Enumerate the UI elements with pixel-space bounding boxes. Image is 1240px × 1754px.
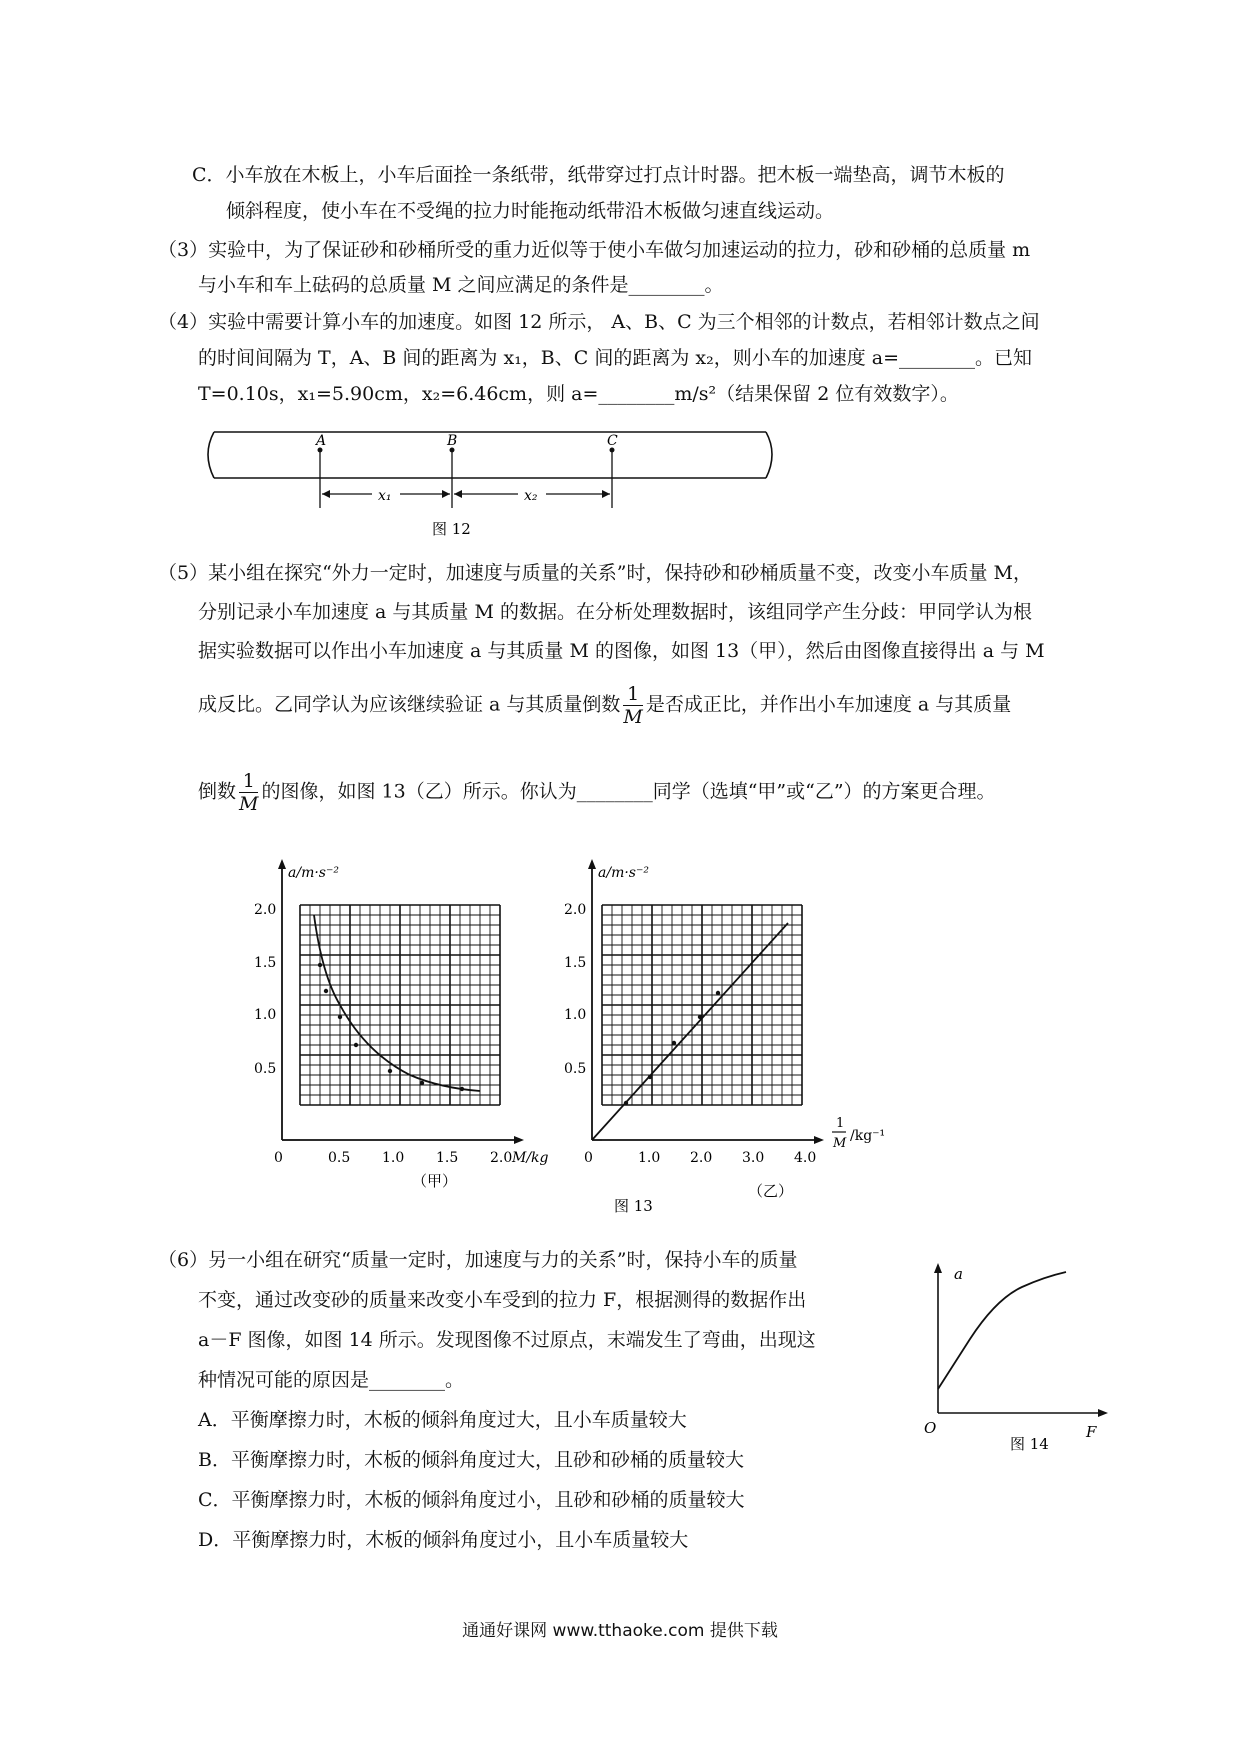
- question-5-line5-post: 的图像，如图 13（乙）所示。你认为________同学（选填“甲”或“乙”）的方案更合理。: [261, 780, 996, 803]
- right-data-point: [716, 991, 720, 995]
- left-xtick: 0.5: [328, 1150, 351, 1166]
- figure-14-xlabel: F: [1086, 1423, 1097, 1441]
- point-a-label: A: [316, 433, 327, 449]
- right-xtick: 2.0: [690, 1150, 713, 1166]
- left-xtick: 2.0: [490, 1150, 513, 1166]
- right-xtick: 0: [584, 1150, 593, 1166]
- question-5-line4: [198, 683, 1011, 728]
- right-data-point: [648, 1075, 652, 1079]
- question-6-line4: 种情况可能的原因是________。: [198, 1369, 465, 1391]
- left-xtick: 0: [274, 1150, 283, 1166]
- option-c: C．平衡摩擦力时，木板的倾斜角度过小，且砂和砂桶的质量较大: [198, 1489, 745, 1511]
- right-xtick: 3.0: [742, 1150, 765, 1166]
- question-4-line2: 的时间间隔为 T，A、B 间的距离为 x₁，B、C 间的距离为 x₂，则小车的加速度 a=________。已知: [198, 347, 1033, 369]
- point-b-label: B: [447, 433, 458, 449]
- right-ytick: 0.5: [564, 1061, 587, 1077]
- left-ytick: 0.5: [254, 1061, 277, 1077]
- left-ytick: 1.5: [254, 955, 277, 971]
- question-5-line2: 分别记录小车加速度 a 与其质量 M 的数据。在分析处理数据时，该组同学产生分歧：甲同学认为根: [198, 601, 1032, 623]
- left-ytick: 2.0: [254, 902, 277, 918]
- figure-13-sub-right: （乙）: [748, 1182, 794, 1200]
- x2-label: x₂: [524, 488, 538, 504]
- left-xtick: 1.5: [436, 1150, 459, 1166]
- right-xtick: 1.0: [638, 1150, 661, 1166]
- figure-12-caption: 图 12: [432, 520, 471, 538]
- question-4-line3: T=0.10s，x₁=5.90cm，x₂=6.46cm，则 a=________m/s²（结果保留 2 位有效数字）。: [198, 383, 959, 405]
- figure-14: [910, 1255, 1120, 1455]
- figure-13-sub-left: （甲）: [412, 1172, 458, 1190]
- right-xlabel-num: 1: [836, 1116, 845, 1131]
- question-5-line4-pre: 成反比。乙同学认为应该继续验证 a 与其质量倒数: [198, 693, 621, 716]
- figure-14-origin: O: [924, 1419, 937, 1437]
- left-ytick: 1.0: [254, 1007, 277, 1023]
- right-data-point: [624, 1101, 628, 1105]
- question-6-line3: a－F 图像，如图 14 所示。发现图像不过原点，末端发生了弯曲，出现这: [198, 1329, 816, 1351]
- right-ytick: 1.5: [564, 955, 587, 971]
- question-5-line4-post: 是否成正比，并作出小车加速度 a 与其质量: [645, 693, 1012, 716]
- figure-14-ylabel: a: [954, 1265, 963, 1283]
- left-xtick: 1.0: [382, 1150, 405, 1166]
- question-5-line1: （5）某小组在探究“外力一定时，加速度与质量的关系”时，保持砂和砂桶质量不变，改变小车质量 M，: [158, 562, 1033, 584]
- left-data-point: [338, 1015, 342, 1019]
- right-ylabel: a/m·s⁻²: [598, 865, 649, 881]
- point-c-label: C: [607, 433, 618, 449]
- option-c-line1: C．小车放在木板上，小车后面拴一条纸带，纸带穿过打点计时器。把木板一端垫高，调节木板的: [192, 164, 1005, 186]
- right-data-point: [672, 1041, 676, 1045]
- figure-12: [200, 428, 780, 548]
- question-5-line3: 据实验数据可以作出小车加速度 a 与其质量 M 的图像，如图 13（甲），然后由图像直接得出 a 与 M: [198, 640, 1045, 662]
- right-xlabel-unit: /kg⁻¹: [850, 1128, 886, 1144]
- question-5-line5-pre: 倒数: [198, 780, 237, 803]
- left-data-point: [460, 1087, 464, 1091]
- question-4-line1: （4）实验中需要计算小车的加速度。如图 12 所示， A、B、C 为三个相邻的计数点，若相邻计数点之间: [158, 311, 1040, 333]
- footer: 通通好课网 www.tthaoke.com 提供下载: [462, 1621, 778, 1641]
- right-xlabel-den: M: [833, 1136, 847, 1151]
- figure-14-caption: 图 14: [1010, 1435, 1049, 1453]
- right-ytick: 2.0: [564, 902, 587, 918]
- left-data-point: [420, 1081, 424, 1085]
- question-5-line5: [198, 770, 996, 815]
- right-xtick: 4.0: [794, 1150, 817, 1166]
- option-b: B．平衡摩擦力时，木板的倾斜角度过大，且砂和砂桶的质量较大: [198, 1449, 744, 1471]
- option-c-line2: 倾斜程度，使小车在不受绳的拉力时能拖动纸带沿木板做匀速直线运动。: [226, 200, 835, 222]
- figure-13-caption: 图 13: [614, 1197, 653, 1215]
- right-data-point: [698, 1015, 702, 1019]
- left-data-point: [318, 963, 322, 967]
- option-a: A．平衡摩擦力时，木板的倾斜角度过大，且小车质量较大: [198, 1409, 687, 1431]
- left-data-point: [388, 1069, 392, 1073]
- left-data-point: [324, 989, 328, 993]
- question-3-line2: 与小车和车上砝码的总质量 M 之间应满足的条件是________。: [198, 274, 724, 296]
- left-xlabel: M/kg: [512, 1150, 549, 1166]
- question-3-line1: （3）实验中，为了保证砂和砂桶所受的重力近似等于使小车做匀加速运动的拉力，砂和砂桶的总质量 m: [158, 239, 1031, 261]
- right-ytick: 1.0: [564, 1007, 587, 1023]
- left-ylabel: a/m·s⁻²: [288, 865, 339, 881]
- fraction-1-over-m: $\frac{1}{M}$: [623, 683, 643, 728]
- figure-13: [254, 855, 1010, 1215]
- fraction-1-over-m-2: $\frac{1}{M}$: [239, 770, 259, 815]
- x1-label: x₁: [378, 488, 392, 504]
- left-data-point: [354, 1043, 358, 1047]
- option-d: D．平衡摩擦力时，木板的倾斜角度过小，且小车质量较大: [198, 1529, 689, 1551]
- question-6-line2: 不变，通过改变砂的质量来改变小车受到的拉力 F，根据测得的数据作出: [198, 1289, 807, 1311]
- question-6-line1: （6）另一小组在研究“质量一定时，加速度与力的关系”时，保持小车的质量: [158, 1249, 798, 1271]
